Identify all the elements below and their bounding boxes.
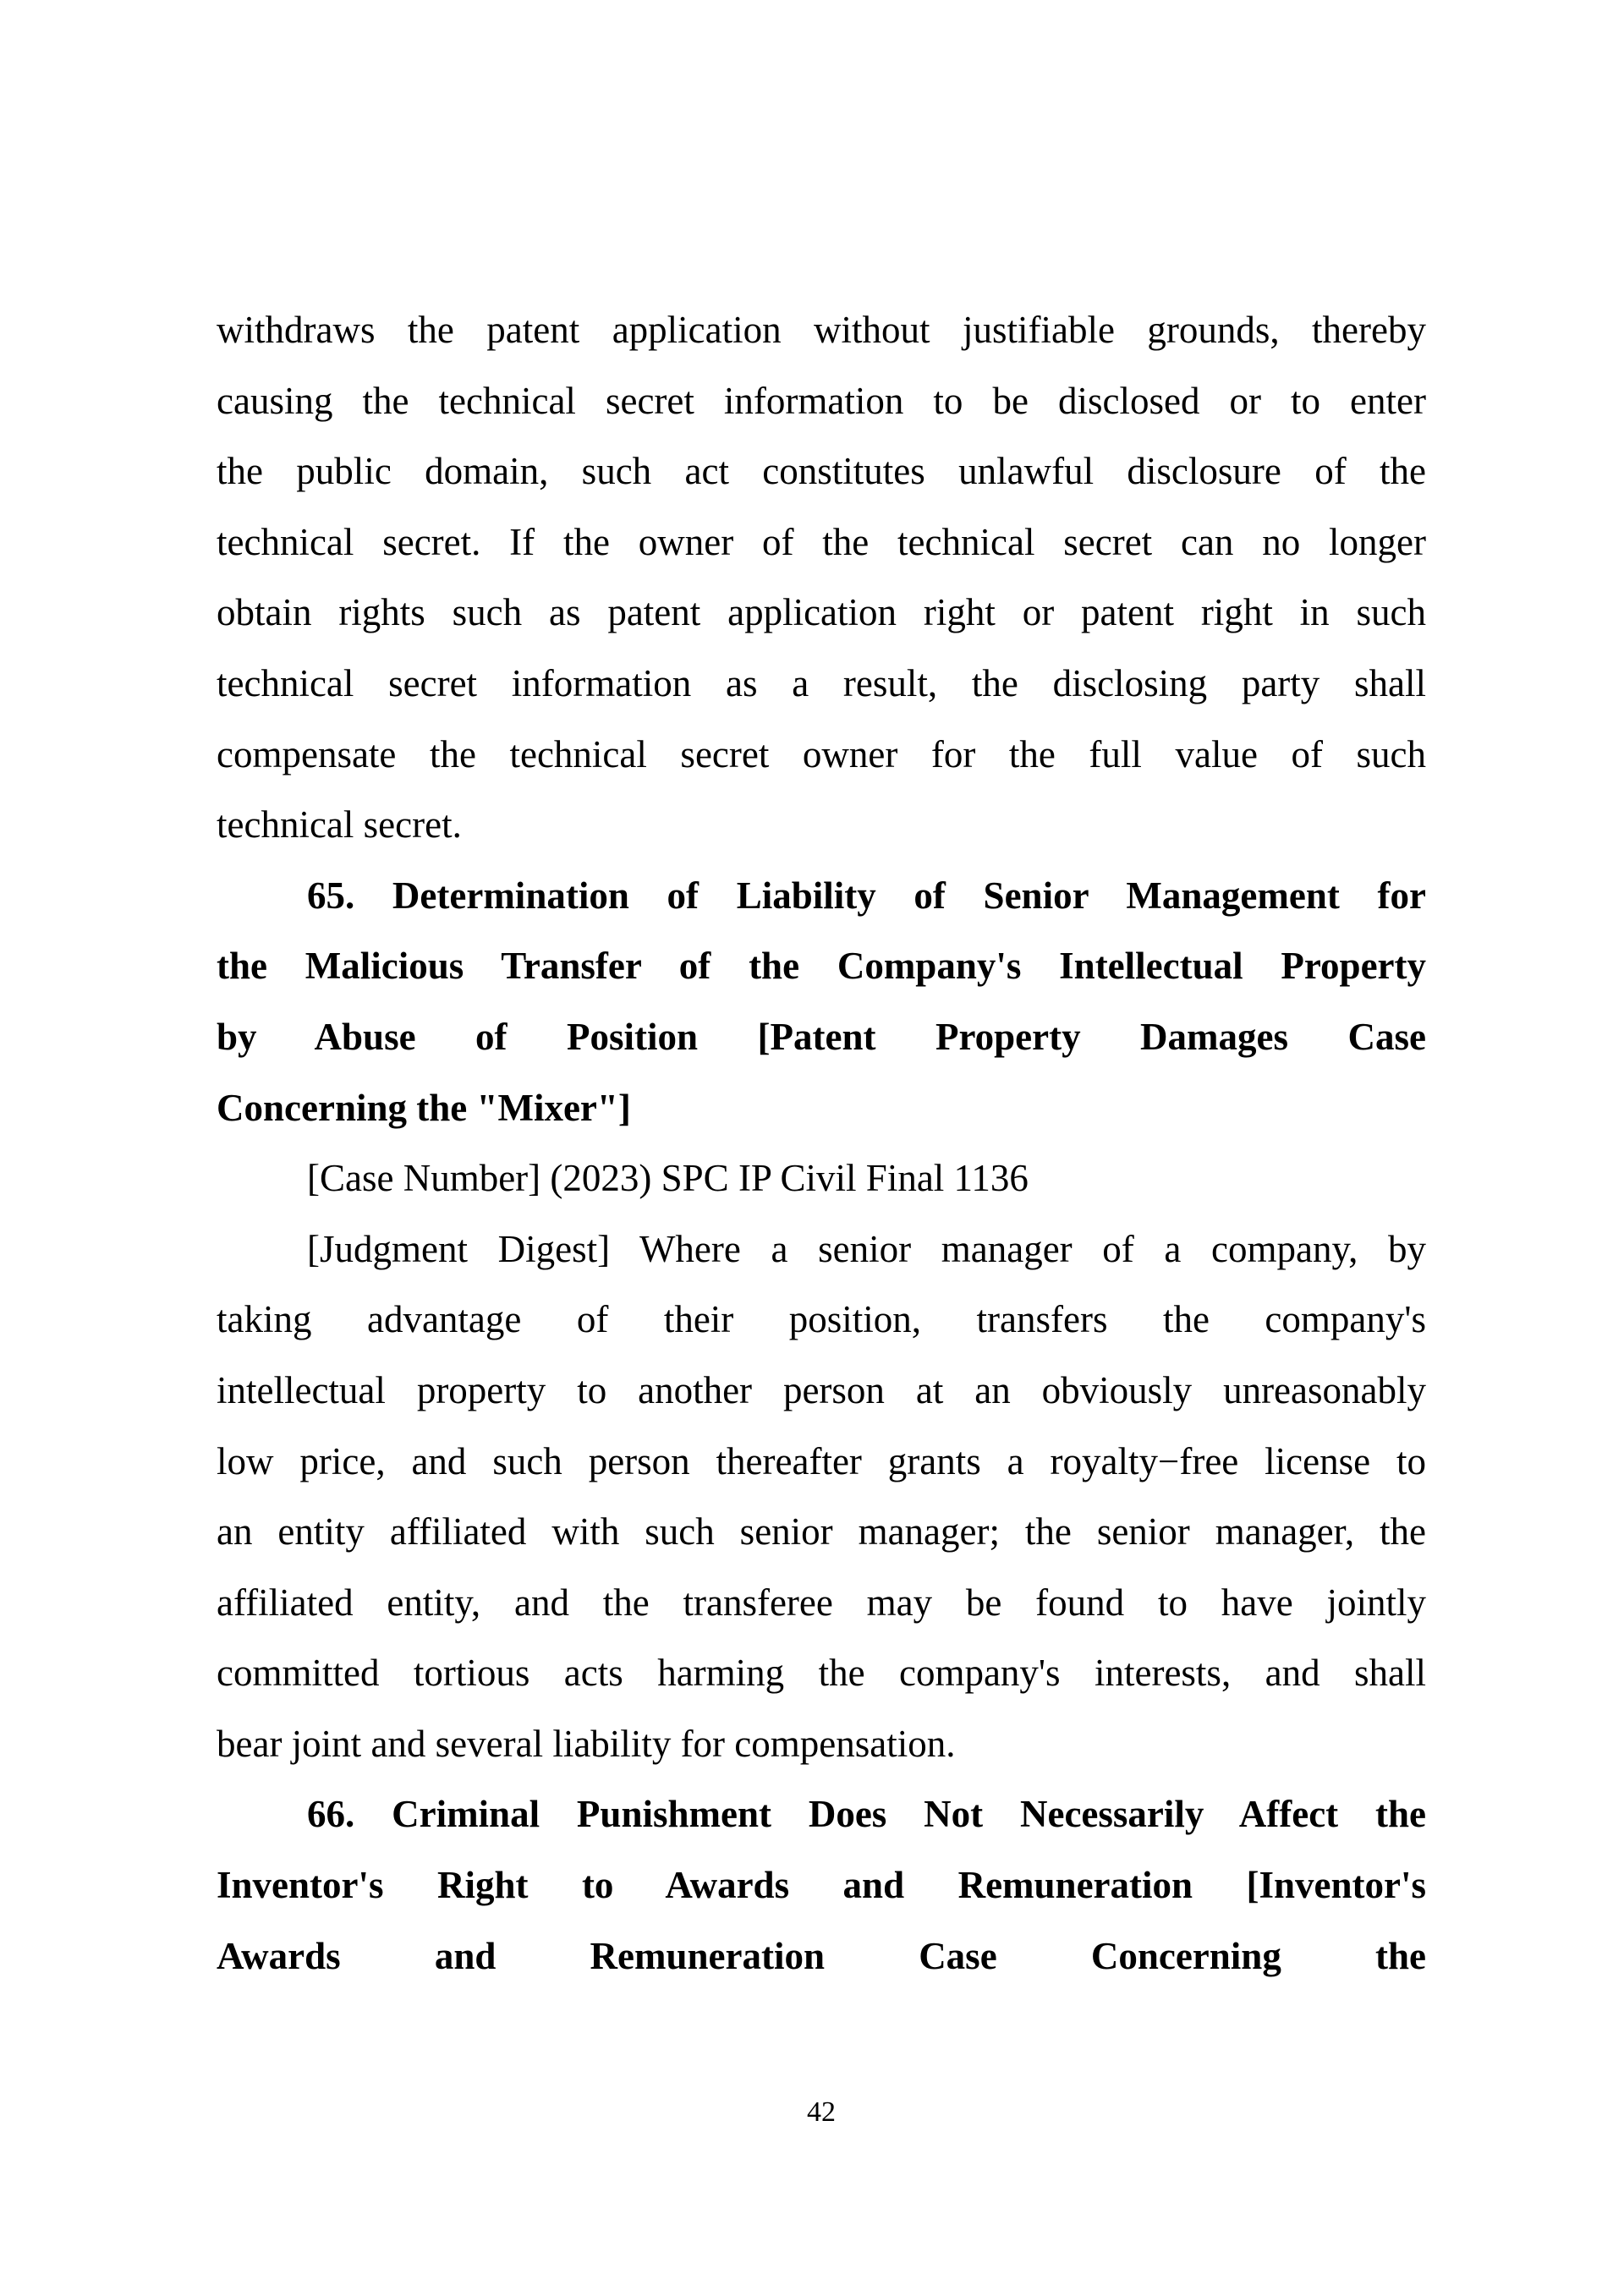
page-number-footer: 42: [807, 2096, 836, 2128]
text-line: technical secret. If the owner of the technical secret can no longer: [217, 520, 1426, 563]
text-line: the Malicious Transfer of the Company's Intellectual Property: [217, 945, 1426, 988]
text-line: technical secret.: [217, 803, 462, 847]
text-line: by Abuse of Position [Patent Property Damages Case: [217, 1015, 1426, 1058]
page-content: [217, 295, 1426, 1992]
text-line: bear joint and several liability for compensation.: [217, 1722, 956, 1765]
text-line: the public domain, such act constitutes unlawful disclosure of the: [217, 450, 1426, 493]
text-line: 65. Determination of Liability of Senior Management for: [307, 874, 1426, 917]
case-66-heading: [217, 1779, 1426, 1992]
case-65-judgment-digest: [217, 1214, 1426, 1780]
text-line: [Case Number] (2023) SPC IP Civil Final 1136: [307, 1157, 1029, 1200]
body-paragraph-continuation: [217, 295, 1426, 861]
text-line: committed tortious acts harming the company's interests, and shall: [217, 1652, 1426, 1695]
text-line: intellectual property to another person at an obviously unreasonably: [217, 1368, 1426, 1411]
text-line: Awards and Remuneration Case Concerning the: [217, 1934, 1426, 1977]
text-line: [Judgment Digest] Where a senior manager of a company, by: [307, 1227, 1426, 1270]
text-line: Inventor's Right to Awards and Remuneration [Inventor's: [217, 1864, 1426, 1907]
case-65-case-number: [217, 1143, 1426, 1214]
text-line: an entity affiliated with such senior manager; the senior manager, the: [217, 1510, 1426, 1553]
text-line: affiliated entity, and the transferee may be found to have jointly: [217, 1581, 1426, 1624]
text-line: Concerning the "Mixer"]: [217, 1086, 631, 1129]
text-line: obtain rights such as patent application right or patent right in such: [217, 591, 1426, 634]
text-line: causing the technical secret information to be disclosed or to enter: [217, 379, 1426, 422]
case-65-heading: [217, 861, 1426, 1143]
text-line: 66. Criminal Punishment Does Not Necessarily Affect the: [307, 1793, 1426, 1836]
text-line: withdraws the patent application without justifiable grounds, thereby: [217, 309, 1426, 351]
text-line: taking advantage of their position, transfers the company's: [217, 1298, 1426, 1341]
text-line: technical secret information as a result, the disclosing party shall: [217, 661, 1426, 704]
text-line: low price, and such person thereafter grants a royalty−free license to: [217, 1439, 1426, 1482]
text-line: compensate the technical secret owner for the full value of such: [217, 732, 1426, 775]
